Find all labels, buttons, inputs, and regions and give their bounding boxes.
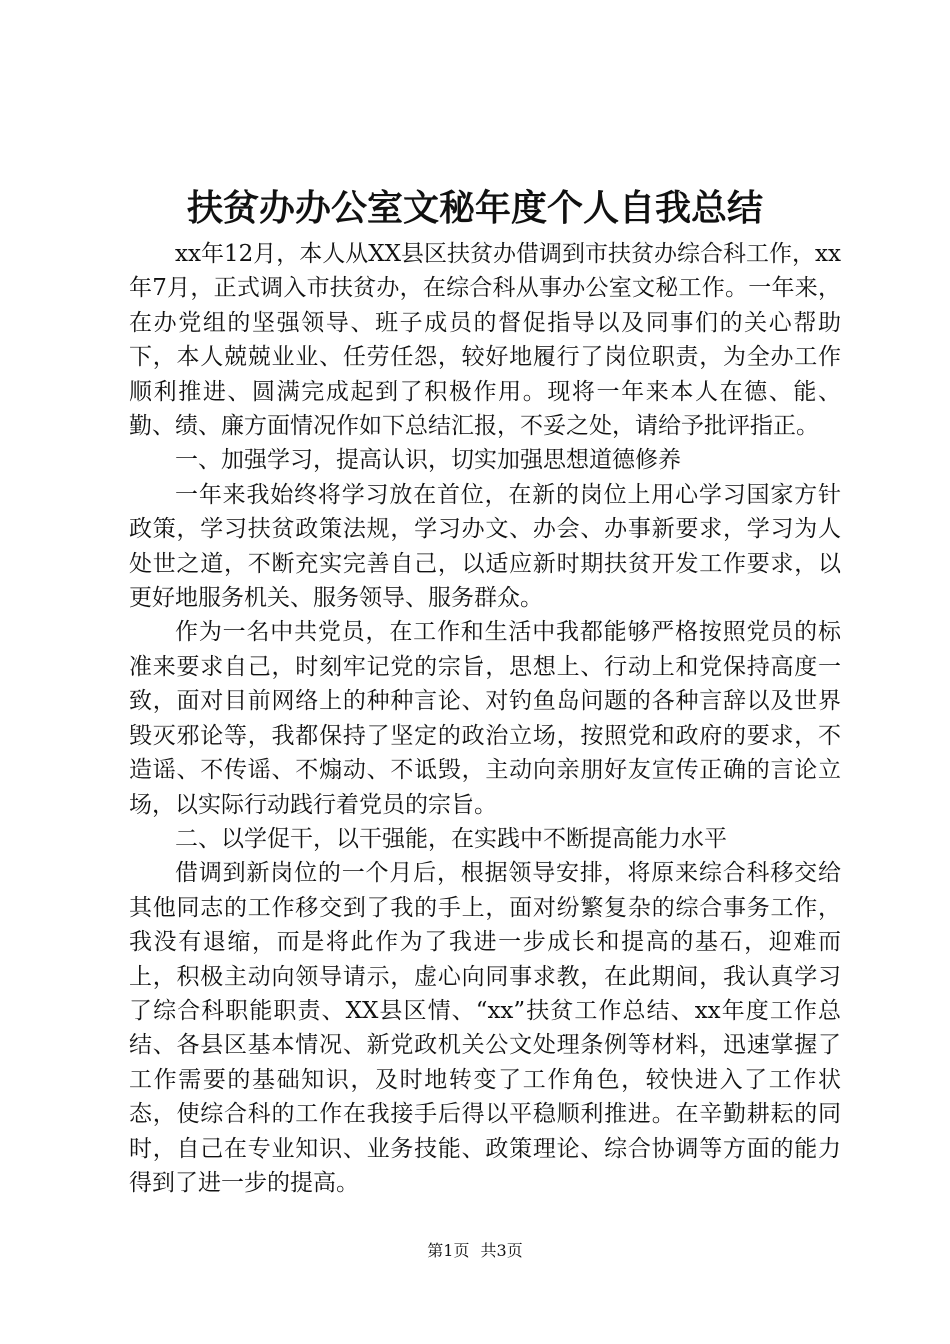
document-body xyxy=(129,237,841,1200)
page-number: 第1页 xyxy=(427,1241,470,1260)
paragraph-intro: xx年12月，本人从XX县区扶贫办借调到市扶贫办综合科工作，xx年7月，正式调入市扶贫办，在综合科从事办公室文秘工作。一年来，在办党组的坚强领导、班子成员的督促指导以及同事们的关心帮助下，本人兢兢业业、任劳任怨，较好地履行了岗位职责，为全办工作顺利推进、圆满完成起到了积极作用。现将一年来本人在德、能、勤、绩、廉方面情况作如下总结汇报，不妥之处，请给予批评指正。 xyxy=(129,241,841,440)
document-title: 扶贫办办公室文秘年度个人自我总结 xyxy=(186,187,763,229)
page-total: 共3页 xyxy=(480,1241,523,1260)
paragraph-practice: 借调到新岗位的一个月后，根据领导安排，将原来综合科移交给其他同志的工作移交到了我的手上，面对纷繁复杂的综合事务工作，我没有退缩，而是将此作为了我进一步成长和提高的基石，迎难而上，积极主动向领导请示，虚心向同事求教，在此期间，我认真学习了综合科职能职责、XX县区情、“xx”扶贫工作总结、xx年度工作总结、各县区基本情况、新党政机关公文处理条例等材料，迅速掌握了工作需要的基础知识，及时地转变了工作角色，较快进入了工作状态，使综合科的工作在我接手后得以平稳顺利推进。在辛勤耕耘的同时，自己在专业知识、业务技能、政策理论、综合协调等方面的能力得到了进一步的提高。 xyxy=(129,860,841,1196)
paragraph-study: 一年来我始终将学习放在首位，在新的岗位上用心学习国家方针政策，学习扶贫政策法规，学习办文、办会、办事新要求，学习为人处世之道，不断充实完善自己，以适应新时期扶贫开发工作要求，以更好地服务机关、服务领导、服务群众。 xyxy=(129,481,841,612)
page-footer xyxy=(0,1240,950,1262)
section-heading-2: 二、以学促干，以干强能，在实践中不断提高能力水平 xyxy=(175,825,727,852)
section-heading-1: 一、加强学习，提高认识，切实加强思想道德修养 xyxy=(175,447,681,474)
paragraph-party-member: 作为一名中共党员，在工作和生活中我都能够严格按照党员的标准来要求自己，时刻牢记党的宗旨，思想上、行动上和党保持高度一致，面对目前网络上的种种言论、对钓鱼岛问题的各种言辞以及世界毁灭邪论等，我都保持了坚定的政治立场，按照党和政府的要求，不造谣、不传谣、不煽动、不诋毁，主动向亲朋好友宣传正确的言论立场，以实际行动践行着党员的宗旨。 xyxy=(129,619,841,818)
